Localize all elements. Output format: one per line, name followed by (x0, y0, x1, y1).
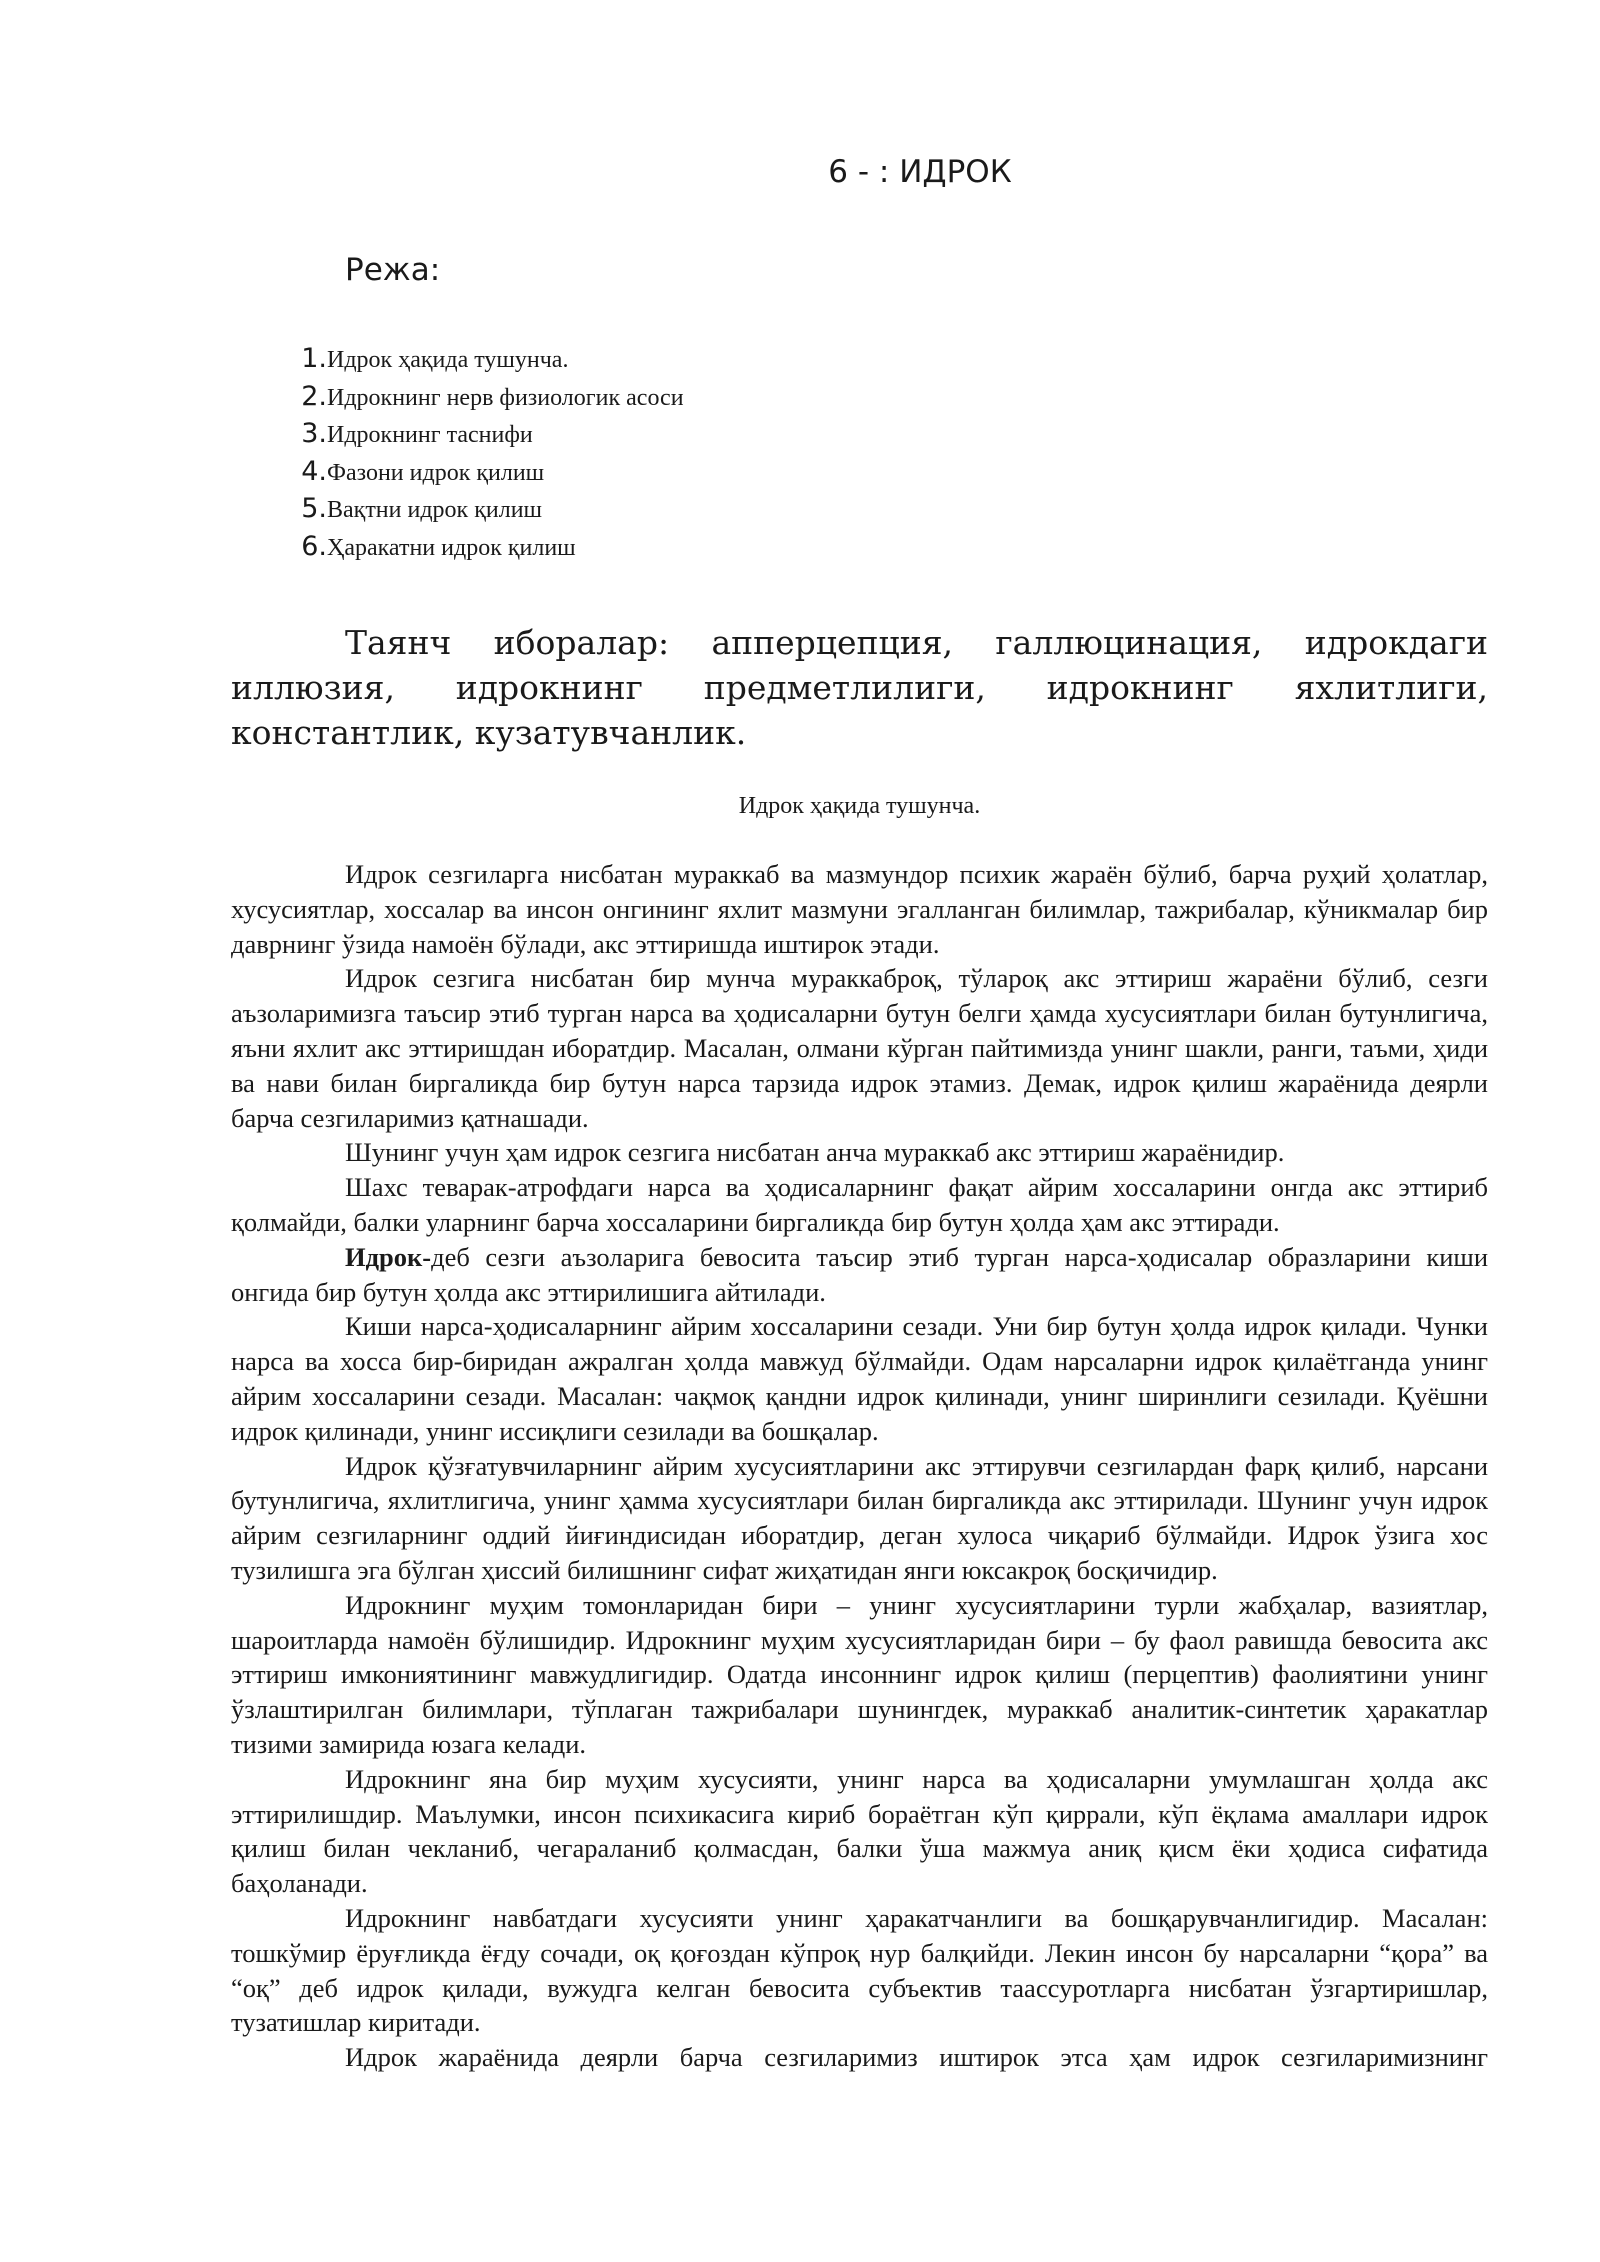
plan-item-text: Ҳаракатни идрок қилиш (327, 534, 576, 561)
paragraph-definition (231, 1240, 1488, 1310)
paragraph: Идрок қўзғатувчиларнинг айрим хусусиятларини акс эттирувчи сезгилардан фарқ қилиб, нарсани бутунлигича, яхлитлигича, унинг ҳамма хусусиятлари билан биргаликда акс эттирилади. Шунинг учун идрок айрим сезгиларнинг оддий йиғиндисидан иборатдир, деган хулоса чиқариб бўлмайди. Идрок ўзига хос тузилишга эга бўлган ҳиссий билишнинг сифат жиҳатидан янги юксакроқ босқичидир. (231, 1450, 1488, 1585)
plan-item-number: 3. (301, 418, 327, 449)
plan-item-text: Вақтни идрок қилиш (327, 497, 543, 523)
plan-item (270, 456, 927, 494)
plan-item (270, 531, 927, 569)
paragraph: Идрокнинг навбатдаги хусусияти унинг ҳаракатчанлиги ва бошқарувчанлигидир. Масалан: тошкўмир ёруғликда ёғду сочади, оқ қоғоздан кўпроқ нур балқийди. Лекин инсон бу нарсаларни “қора” ва “оқ” деб идрок қилади, вужудга келган бевосита субъектив таассуротларга нисбатан ўзгартиришлар, тузатишлар киритади. (231, 1902, 1488, 2038)
plan-item (270, 343, 927, 381)
paragraph: Шунинг учун ҳам идрок сезгига нисбатан анча мураккаб акс эттириш жараёнидир. (345, 1137, 1285, 1168)
plan-item-number: 5. (301, 493, 327, 524)
plan-list (270, 343, 927, 568)
paragraph: Шахс теварак-атрофдаги нарса ва ҳодисаларнинг фақат айрим хоссаларини онгда акс эттириб қолмайди, балки уларнинг барча хоссаларини биргаликда бир бутун ҳолда ҳам акс эттиради. (231, 1172, 1488, 1237)
plan-item (270, 381, 927, 419)
plan-item-number: 1. (301, 343, 327, 374)
definition-text: деб сезги аъзоларига бевосита таъсир этиб турган нарса-ҳодисалар образларини киши онгида бир бутун ҳолда акс эттирилишига айтилади. (231, 1241, 1488, 1307)
page-title: 6 - : ИДРОК (828, 154, 1012, 190)
body-text (231, 857, 1488, 2075)
section-heading: Идрок ҳақида тушунча. (738, 793, 981, 819)
keywords-text: Таянч иборалар: апперцепция, галлюцинация, идрокдаги иллюзия, идрокнинг предметлилиги, идрокнинг яхлитлиги, константлик, кузатувчанлик. (231, 623, 1488, 752)
plan-item-text: Идрокнинг таснифи (327, 422, 533, 448)
plan-item (270, 418, 927, 456)
plan-item-number: 2. (301, 380, 327, 412)
plan-item-text: Фазони идрок қилиш (327, 459, 545, 486)
plan-item (270, 493, 927, 531)
paragraph: Идрокнинг яна бир муҳим хусусияти, унинг нарса ва ҳодисаларни умумлашган ҳолда акс эттирилишдир. Маълумки, инсон психикасига кириб бораётган кўп қиррали, кўп ёқлама амаллари идрок қилиш билан чекланиб, чегараланиб қолмасдан, балки ўша мажмуа аниқ қисм ёки ҳодиса сифатида баҳоланади. (231, 1763, 1488, 1899)
definition-term: Идрок- (345, 1241, 432, 1272)
plan-item-text: Идрокнинг нерв физиологик асоси (327, 384, 684, 411)
plan-item-number: 6. (301, 530, 327, 562)
paragraph: Идрокнинг муҳим томонларидан бири – унинг хусусиятларини турли жабҳалар, вазиятлар, шароитларда намоён бўлишидир. Идрокнинг муҳим хусусиятларидан бири – бу фаол равишда бевосита акс эттириш имкониятининг мавжудлигидир. Одатда инсоннинг идрок қилиш (перцептив) фаолиятини унинг ўзлаштирилган билимлари, тўплаган тажрибалари шунингдек, мураккаб аналитик-синтетик ҳаракатлар тизими замирида юзага келади. (231, 1589, 1488, 1759)
plan-item-number: 4. (301, 455, 327, 487)
paragraph: Киши нарса-ҳодисаларнинг айрим хоссаларини сезади. Уни бир бутун ҳолда идрок қилади. Чунки нарса ва хосса бир-биридан ажралган ҳолда мавжуд бўлмайди. Одам нарсаларни идрок қилаётганда унинг айрим хоссаларини сезади. Масалан: чақмоқ қандни идрок қилинади, унинг ширинлиги сезилади. Қуёшни идрок қилинади, унинг иссиқлиги сезилади ва бошқалар. (231, 1311, 1488, 1446)
paragraph: Идрок жараёнида деярли барча сезгиларимиз иштирок этса ҳам идрок сезгиларимизнинг (345, 2042, 1488, 2073)
paragraph: Идрок сезгига нисбатан бир мунча мураккаброқ, тўлароқ акс эттириш жараёни бўлиб, сезги аъзоларимизга таъсир этиб турган нарса ва ҳодисаларни бутун белги ҳамда хусусиятлари билан бутунлигича, яъни яхлит акс эттиришдан иборатдир. Масалан, олмани кўрган пайтимизда унинг шакли, ранги, таъми, ҳиди ва нави билан биргаликда бир бутун нарса тарзида идрок этамиз. Демак, идрок қилиш жараёнида деярли барча сезгиларимиз қатнашади. (231, 963, 1488, 1133)
plan-heading: Режа: (345, 252, 441, 288)
plan-item-text: Идрок ҳақида тушунча. (327, 347, 569, 373)
keywords-paragraph (231, 620, 1488, 755)
paragraph: Идрок сезгиларга нисбатан мураккаб ва мазмундор психик жараён бўлиб, барча руҳий ҳолатлар, хусусиятлар, хоссалар ва инсон онгининг яхлит мазмуни эгалланган билимлар, тажрибалар, кўникмалар бир даврнинг ўзида намоён бўлади, акс эттиришда иштирок этади. (231, 859, 1488, 959)
